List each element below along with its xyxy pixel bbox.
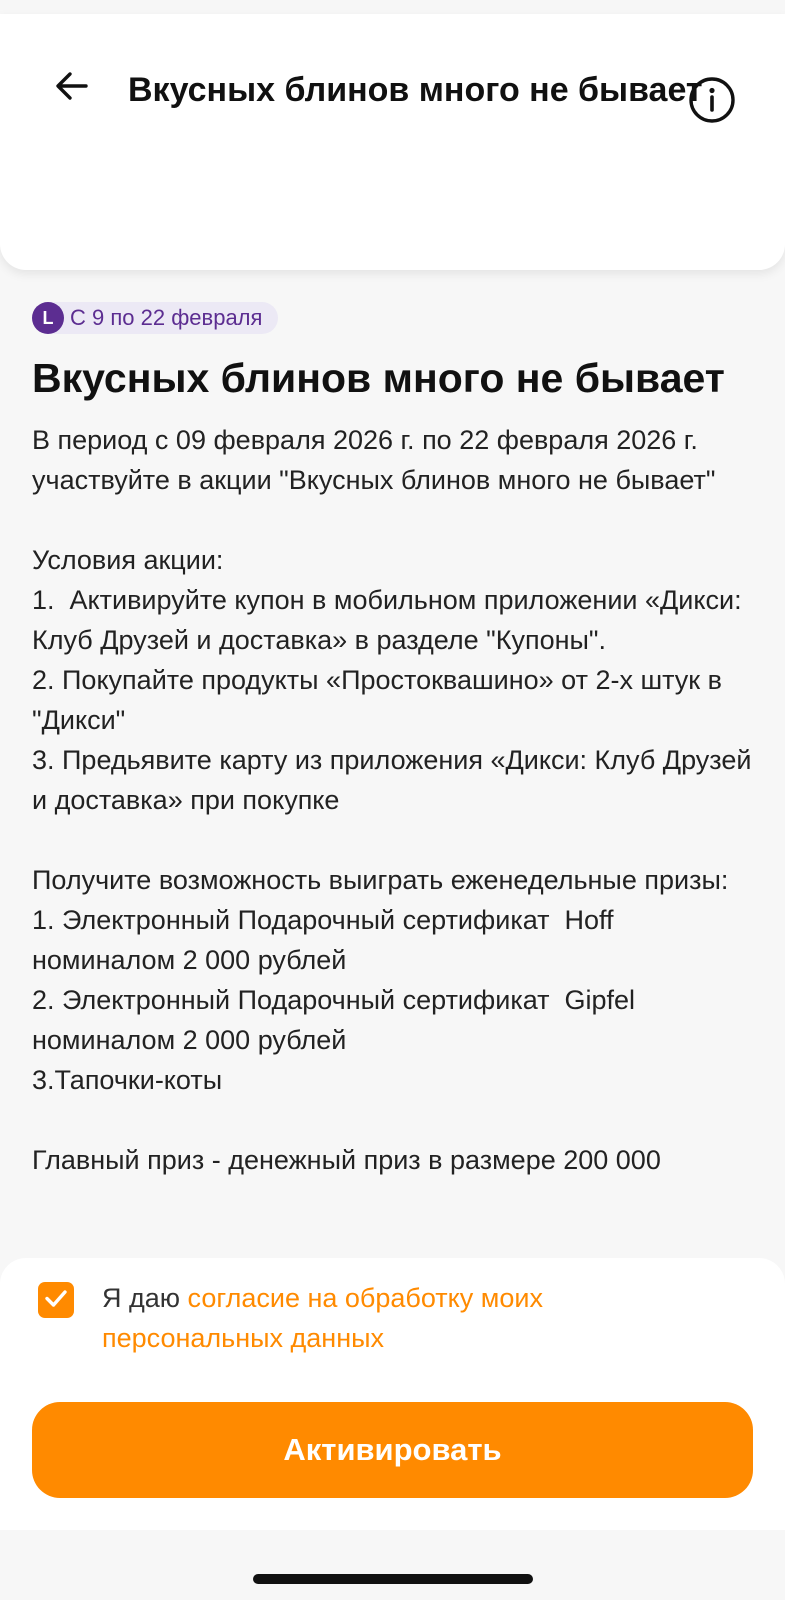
top-header — [0, 14, 785, 270]
header-title: Вкусных блинов много не бывает — [128, 71, 703, 109]
promo-content — [32, 302, 752, 1255]
info-button[interactable] — [686, 76, 738, 128]
consent-prefix: Я даю — [102, 1283, 188, 1313]
info-icon — [687, 75, 737, 130]
consent-checkbox[interactable] — [38, 1282, 74, 1318]
promo-title: Вкусных блинов много не бывает — [32, 355, 725, 401]
home-indicator — [253, 1574, 533, 1584]
bottom-action-panel — [0, 1258, 785, 1530]
arrow-left-icon — [52, 66, 92, 111]
checkmark-icon — [42, 1284, 70, 1317]
loyalty-badge-icon: L — [32, 302, 64, 334]
date-badge — [32, 302, 278, 334]
consent-label — [102, 1278, 622, 1358]
promo-description: В период с 09 февраля 2026 г. по 22 февраля 2026 г. участвуйте в акции "Вкусных блинов много не бывает" Условия акции: 1. Активируйте купон в мобильном приложении «Дикси: Клуб Друзей и доставка» в разделе "Купоны". 2. Покупайте продукты «Простоквашино» от 2-х штук в "Дикси" 3. Предьявите карту из приложения «Дикси: Клуб Друзей и доставка» при покупке Получите возможность выиграть еженедельные призы: 1. Электронный Подарочный сертификат Hoff номиналом 2 000 рублей 2. Электронный Подарочный сертификат Gipfel номиналом 2 000 рублей 3.Тапочки-коты Главный приз - денежный приз в размере 200 000 — [32, 425, 752, 1175]
activate-button[interactable]: Активировать — [32, 1402, 753, 1498]
consent-link[interactable]: согласие на обработку моих персональных данных — [102, 1283, 543, 1353]
status-bar — [0, 0, 785, 14]
back-button[interactable] — [48, 64, 96, 112]
date-badge-text: С 9 по 22 февраля — [70, 305, 263, 330]
